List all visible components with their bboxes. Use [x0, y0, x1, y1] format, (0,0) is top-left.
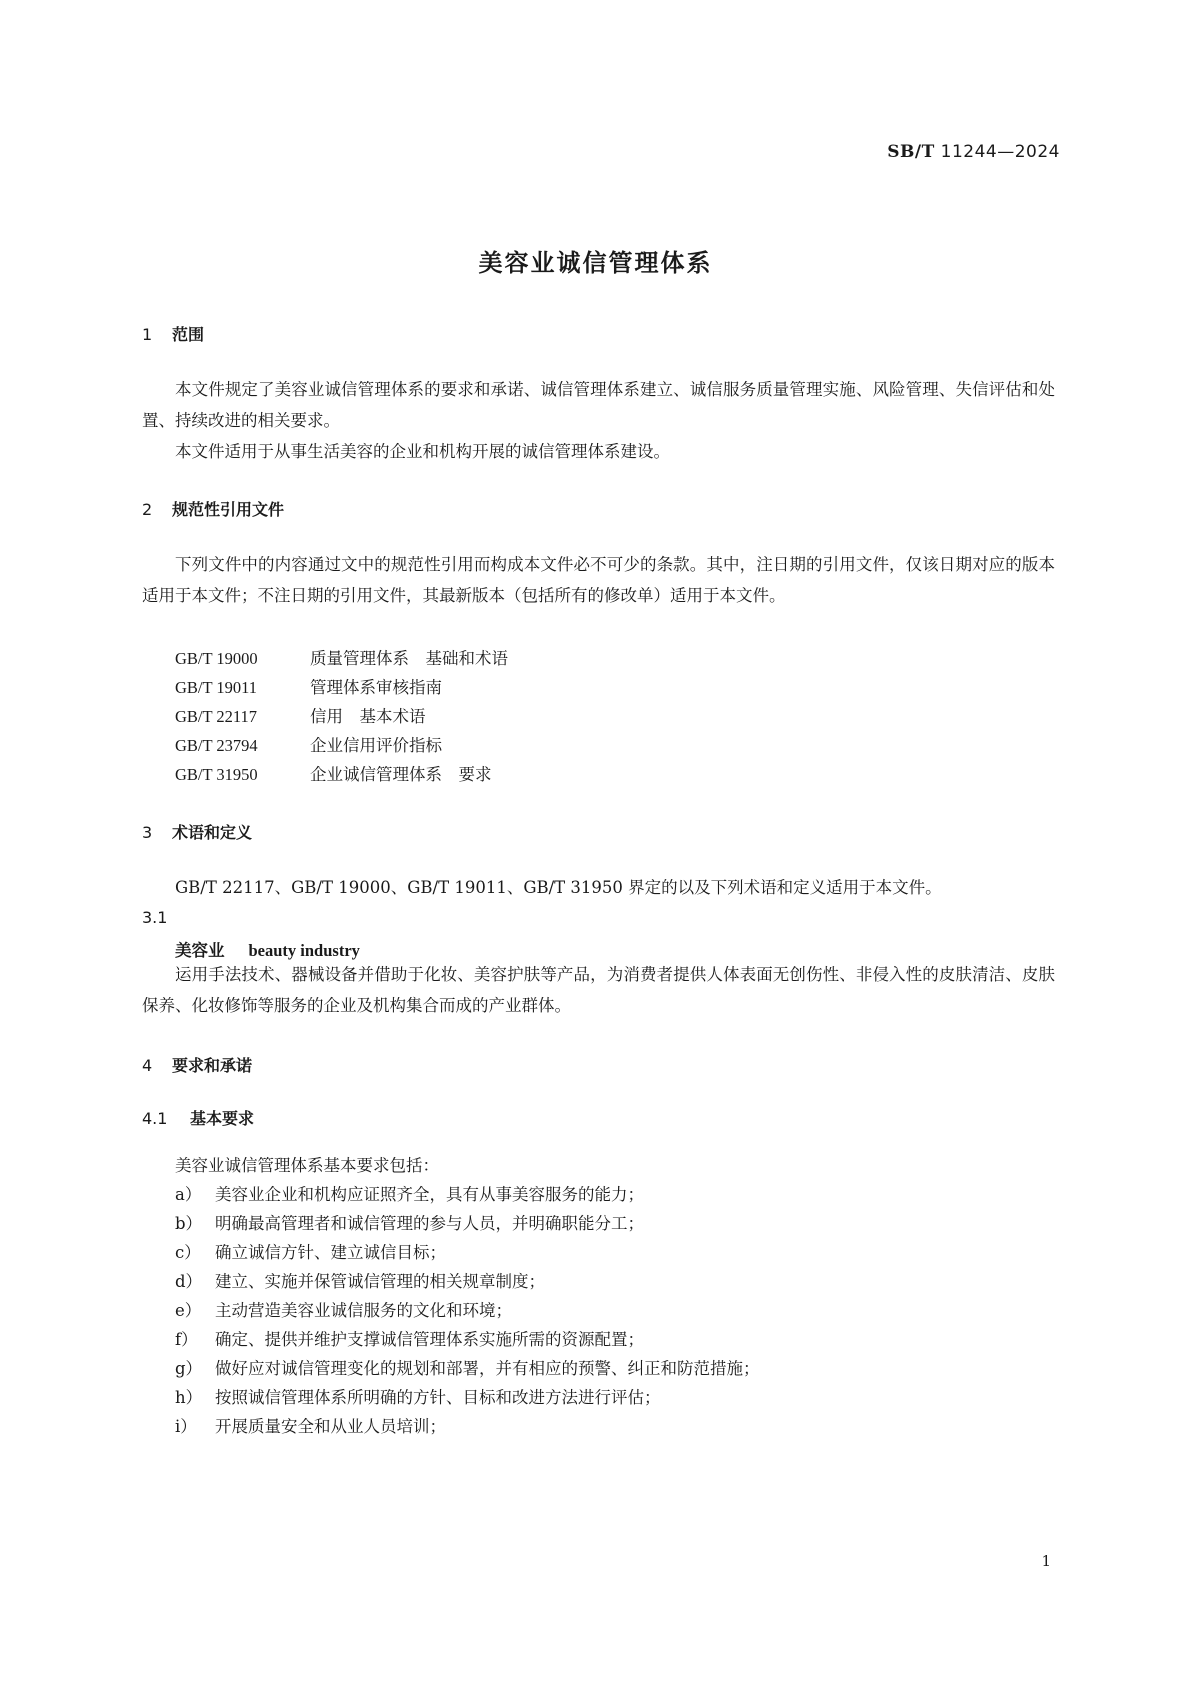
list-item-text: 确定、提供并维护支撑诚信管理体系实施所需的资源配置； — [215, 1330, 644, 1349]
list-item-label: e） — [175, 1301, 202, 1320]
list-item-text: 开展质量安全和从业人员培训； — [215, 1417, 446, 1436]
list-item — [175, 1413, 446, 1437]
section-2-paragraph-1: 下列文件中的内容通过文中的规范性引用而构成本文件必不可少的条款。其中，注日期的引用文件，仅该日期对应的版本适用于本文件；不注日期的引用文件，其最新版本（包括所有的修改单）适用于本文件。 — [142, 555, 1055, 605]
list-item — [175, 1355, 760, 1379]
reference-row — [175, 674, 442, 698]
section-4-heading — [142, 1053, 252, 1076]
list-item-label: i） — [175, 1417, 197, 1436]
term-name-en: beauty industry — [248, 941, 360, 960]
list-item — [175, 1326, 644, 1350]
section-number: 1 — [142, 325, 153, 344]
section-title: 范围 — [172, 325, 205, 344]
page-number: 1 — [1041, 1552, 1051, 1570]
reference-code: GB/T 19000 — [175, 649, 258, 668]
subsection-title: 基本要求 — [190, 1109, 255, 1128]
list-item — [175, 1268, 545, 1292]
reference-title: 质量管理体系 基础和术语 — [310, 649, 508, 668]
list-item-text: 明确最高管理者和诚信管理的参与人员，并明确职能分工； — [215, 1214, 644, 1233]
term-number: 3.1 — [142, 908, 168, 927]
reference-row — [175, 645, 508, 669]
section-title: 术语和定义 — [172, 823, 253, 842]
reference-row — [175, 761, 492, 785]
section-title: 规范性引用文件 — [172, 500, 285, 519]
list-item-text: 确立诚信方针、建立诚信目标； — [215, 1243, 446, 1262]
reference-title: 企业信用评价指标 — [310, 736, 442, 755]
list-item-text: 按照诚信管理体系所明确的方针、目标和改进方法进行评估； — [215, 1388, 661, 1407]
list-item-text: 做好应对诚信管理变化的规划和部署，并有相应的预警、纠正和防范措施； — [215, 1359, 760, 1378]
list-item — [175, 1210, 644, 1234]
list-item-text: 主动营造美容业诚信服务的文化和环境； — [215, 1301, 512, 1320]
reference-code: GB/T 23794 — [175, 736, 258, 755]
term-definition: 运用手法技术、器械设备并借助于化妆、美容护肤等产品，为消费者提供人体表面无创伤性、非侵入性的皮肤清洁、皮肤保养、化妆修饰等服务的企业及机构集合而成的产业群体。 — [142, 965, 1055, 1015]
list-item — [175, 1384, 661, 1408]
section-number: 4 — [142, 1056, 153, 1075]
reference-title: 信用 基本术语 — [310, 707, 426, 726]
list-item-label: h） — [175, 1388, 203, 1407]
list-item-label: a） — [175, 1185, 202, 1204]
term-name-zh: 美容业 — [175, 941, 225, 960]
reference-code: GB/T 31950 — [175, 765, 258, 784]
section-3-paragraph-1: GB/T 22117、GB/T 19000、GB/T 19011、GB/T 31950 界定的以及下列术语和定义适用于本文件。 — [175, 878, 942, 897]
list-item — [175, 1297, 512, 1321]
list-item-text: 美容业企业和机构应证照齐全，具有从事美容服务的能力； — [215, 1185, 644, 1204]
standard-code — [887, 142, 1060, 162]
reference-code: GB/T 22117 — [175, 707, 258, 726]
list-item — [175, 1181, 644, 1205]
list-item-label: c） — [175, 1243, 201, 1262]
section-number: 3 — [142, 823, 153, 842]
reference-row — [175, 732, 442, 756]
list-item-label: g） — [175, 1359, 203, 1378]
standard-prefix: SB/T — [887, 142, 935, 162]
section-1-heading — [142, 322, 204, 345]
section-3-heading — [142, 820, 252, 843]
standard-number: 11244—2024 — [940, 142, 1060, 162]
list-item-label: d） — [175, 1272, 203, 1291]
section-title: 要求和承诺 — [172, 1056, 253, 1075]
list-item-text: 建立、实施并保管诚信管理的相关规章制度； — [215, 1272, 545, 1291]
reference-code: GB/T 19011 — [175, 678, 258, 697]
list-item-label: f） — [175, 1330, 198, 1349]
section-1-paragraph-1: 本文件规定了美容业诚信管理体系的要求和承诺、诚信管理体系建立、诚信服务质量管理实施、风险管理、失信评估和处置、持续改进的相关要求。 — [142, 380, 1055, 430]
list-item-label: b） — [175, 1214, 203, 1233]
list-intro: 美容业诚信管理体系基本要求包括： — [175, 1156, 439, 1175]
reference-title: 管理体系审核指南 — [310, 678, 442, 697]
section-1-paragraph-2: 本文件适用于从事生活美容的企业和机构开展的诚信管理体系建设。 — [175, 442, 670, 461]
section-2-heading — [142, 497, 284, 520]
reference-title: 企业诚信管理体系 要求 — [310, 765, 492, 784]
reference-row — [175, 703, 426, 727]
term-name — [175, 937, 360, 961]
subsection-4-1-heading — [142, 1106, 254, 1129]
subsection-number: 4.1 — [142, 1109, 168, 1128]
list-item — [175, 1239, 446, 1263]
document-title: 美容业诚信管理体系 — [478, 249, 713, 277]
section-number: 2 — [142, 500, 153, 519]
